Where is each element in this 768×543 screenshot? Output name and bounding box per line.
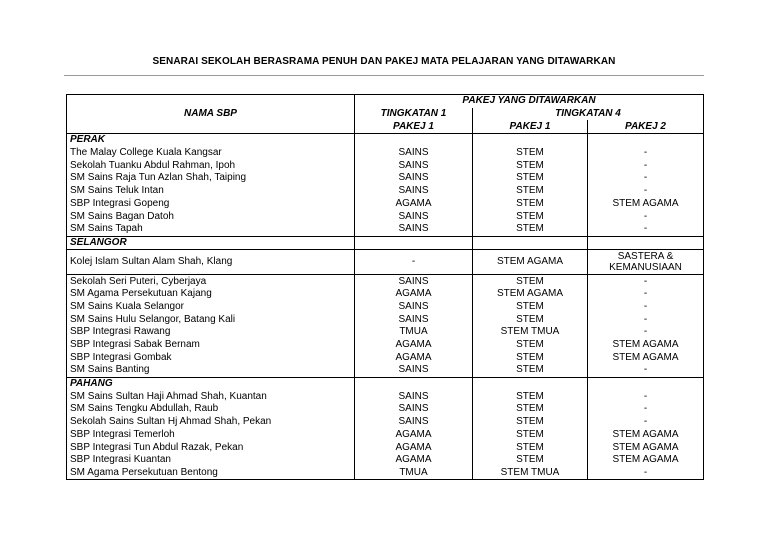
- empty-cell: [473, 377, 588, 390]
- tingkatan-4-pakej-1: STEM: [473, 159, 588, 172]
- header-t4-pakej-2: PAKEJ 2: [588, 120, 704, 133]
- tingkatan-1-pakej-1: AGAMA: [355, 288, 473, 301]
- tingkatan-4-pakej-2: -: [588, 159, 704, 172]
- tingkatan-4-pakej-1: STEM: [473, 351, 588, 364]
- tingkatan-1-pakej-1: SAINS: [355, 301, 473, 314]
- tingkatan-1-pakej-1: SAINS: [355, 210, 473, 223]
- school-table: [66, 94, 704, 480]
- school-name: SBP Integrasi Gopeng: [67, 198, 355, 211]
- table-row: [67, 250, 704, 275]
- school-name: SBP Integrasi Sabak Bernam: [67, 339, 355, 352]
- tingkatan-1-pakej-1: AGAMA: [355, 339, 473, 352]
- tingkatan-1-pakej-1: AGAMA: [355, 198, 473, 211]
- table-row: [67, 441, 704, 454]
- empty-cell: [473, 134, 588, 147]
- table-row: [67, 351, 704, 364]
- tingkatan-4-pakej-1: STEM TMUA: [473, 326, 588, 339]
- tingkatan-4-pakej-1: STEM: [473, 313, 588, 326]
- document-title: SENARAI SEKOLAH BERASRAMA PENUH DAN PAKEJ MATA PELAJARAN YANG DITAWARKAN: [152, 56, 616, 67]
- tingkatan-4-pakej-1: STEM: [473, 364, 588, 377]
- tingkatan-4-pakej-1: STEM: [473, 454, 588, 467]
- table-row: [67, 364, 704, 377]
- school-name: SM Sains Kuala Selangor: [67, 301, 355, 314]
- state-row: [67, 134, 704, 147]
- table-row: [67, 467, 704, 480]
- empty-cell: [355, 134, 473, 147]
- state-row: [67, 377, 704, 390]
- tingkatan-4-pakej-1: STEM: [473, 172, 588, 185]
- tingkatan-4-pakej-1: STEM: [473, 275, 588, 288]
- tingkatan-4-pakej-1: STEM: [473, 416, 588, 429]
- tingkatan-4-pakej-2: -: [588, 467, 704, 480]
- title-divider: [64, 75, 704, 76]
- tingkatan-4-pakej-2: STEM AGAMA: [588, 429, 704, 442]
- table-row: [67, 210, 704, 223]
- table-row: [67, 429, 704, 442]
- table-row: [67, 172, 704, 185]
- tingkatan-4-pakej-2: STEM AGAMA: [588, 441, 704, 454]
- header-row-1: [67, 95, 704, 108]
- tingkatan-4-pakej-2: -: [588, 223, 704, 236]
- table-row: [67, 339, 704, 352]
- tingkatan-4-pakej-1: STEM: [473, 198, 588, 211]
- state-label: PAHANG: [67, 377, 355, 390]
- tingkatan-4-pakej-2: STEM AGAMA: [588, 351, 704, 364]
- table-row: [67, 147, 704, 160]
- school-name: SBP Integrasi Kuantan: [67, 454, 355, 467]
- header-pakej-ditawarkan: PAKEJ YANG DITAWARKAN: [355, 95, 704, 108]
- school-name: Sekolah Tuanku Abdul Rahman, Ipoh: [67, 159, 355, 172]
- empty-cell: [588, 236, 704, 250]
- tingkatan-1-pakej-1: SAINS: [355, 172, 473, 185]
- tingkatan-1-pakej-1: AGAMA: [355, 351, 473, 364]
- school-name: SM Sains Tapah: [67, 223, 355, 236]
- school-name: The Malay College Kuala Kangsar: [67, 147, 355, 160]
- tingkatan-1-pakej-1: AGAMA: [355, 429, 473, 442]
- tingkatan-4-pakej-2: -: [588, 364, 704, 377]
- tingkatan-4-pakej-2: -: [588, 326, 704, 339]
- tingkatan-4-pakej-2: -: [588, 147, 704, 160]
- tingkatan-4-pakej-2: STEM AGAMA: [588, 339, 704, 352]
- tingkatan-4-pakej-2: STEM AGAMA: [588, 198, 704, 211]
- tingkatan-1-pakej-1: TMUA: [355, 467, 473, 480]
- table-row: [67, 185, 704, 198]
- tingkatan-1-pakej-1: AGAMA: [355, 441, 473, 454]
- tingkatan-4-pakej-1: STEM: [473, 441, 588, 454]
- tingkatan-4-pakej-1: STEM: [473, 185, 588, 198]
- school-name: Kolej Islam Sultan Alam Shah, Klang: [67, 250, 355, 275]
- tingkatan-4-pakej-1: STEM: [473, 403, 588, 416]
- tingkatan-4-pakej-1: STEM: [473, 390, 588, 403]
- school-name: SM Sains Teluk Intan: [67, 185, 355, 198]
- table-row: [67, 198, 704, 211]
- school-name: Sekolah Sains Sultan Hj Ahmad Shah, Pekan: [67, 416, 355, 429]
- tingkatan-4-pakej-1: STEM: [473, 147, 588, 160]
- tingkatan-4-pakej-1: STEM TMUA: [473, 467, 588, 480]
- tingkatan-4-pakej-2: -: [588, 390, 704, 403]
- table-row: [67, 223, 704, 236]
- tingkatan-4-pakej-2: -: [588, 403, 704, 416]
- tingkatan-1-pakej-1: AGAMA: [355, 454, 473, 467]
- tingkatan-4-pakej-1: STEM AGAMA: [473, 250, 588, 275]
- tingkatan-4-pakej-2: -: [588, 313, 704, 326]
- empty-cell: [473, 236, 588, 250]
- tingkatan-4-pakej-2: -: [588, 210, 704, 223]
- tingkatan-1-pakej-1: -: [355, 250, 473, 275]
- table-row: [67, 159, 704, 172]
- table-row: [67, 275, 704, 288]
- empty-cell: [588, 134, 704, 147]
- tingkatan-1-pakej-1: SAINS: [355, 185, 473, 198]
- tingkatan-4-pakej-2: SASTERA & KEMANUSIAAN: [588, 250, 704, 275]
- tingkatan-4-pakej-2: -: [588, 275, 704, 288]
- tingkatan-4-pakej-2: -: [588, 172, 704, 185]
- tingkatan-4-pakej-2: -: [588, 288, 704, 301]
- tingkatan-4-pakej-2: STEM AGAMA: [588, 454, 704, 467]
- table-row: [67, 416, 704, 429]
- empty-cell: [588, 377, 704, 390]
- school-name: SBP Integrasi Gombak: [67, 351, 355, 364]
- tingkatan-4-pakej-1: STEM: [473, 223, 588, 236]
- empty-cell: [355, 377, 473, 390]
- school-name: SM Sains Sultan Haji Ahmad Shah, Kuantan: [67, 390, 355, 403]
- table-row: [67, 301, 704, 314]
- empty-cell: [355, 236, 473, 250]
- tingkatan-4-pakej-1: STEM AGAMA: [473, 288, 588, 301]
- school-name: SM Sains Hulu Selangor, Batang Kali: [67, 313, 355, 326]
- header-tingkatan-4: TINGKATAN 4: [473, 108, 704, 121]
- table-row: [67, 390, 704, 403]
- tingkatan-1-pakej-1: SAINS: [355, 416, 473, 429]
- school-name: SBP Integrasi Tun Abdul Razak, Pekan: [67, 441, 355, 454]
- state-label: SELANGOR: [67, 236, 355, 250]
- tingkatan-4-pakej-1: STEM: [473, 210, 588, 223]
- header-tingkatan-1: TINGKATAN 1: [355, 108, 473, 121]
- school-name: Sekolah Seri Puteri, Cyberjaya: [67, 275, 355, 288]
- school-name: SM Sains Banting: [67, 364, 355, 377]
- tingkatan-1-pakej-1: SAINS: [355, 313, 473, 326]
- table-row: [67, 313, 704, 326]
- tingkatan-1-pakej-1: SAINS: [355, 403, 473, 416]
- school-name: SBP Integrasi Temerloh: [67, 429, 355, 442]
- state-label: PERAK: [67, 134, 355, 147]
- tingkatan-1-pakej-1: SAINS: [355, 275, 473, 288]
- state-row: [67, 236, 704, 250]
- school-name: SM Agama Persekutuan Bentong: [67, 467, 355, 480]
- table-row: [67, 326, 704, 339]
- table-row: [67, 288, 704, 301]
- tingkatan-4-pakej-1: STEM: [473, 339, 588, 352]
- tingkatan-1-pakej-1: SAINS: [355, 364, 473, 377]
- tingkatan-4-pakej-1: STEM: [473, 301, 588, 314]
- header-nama-sbp: NAMA SBP: [67, 95, 355, 134]
- header-t4-pakej-1: PAKEJ 1: [473, 120, 588, 133]
- tingkatan-1-pakej-1: SAINS: [355, 147, 473, 160]
- school-name: SM Sains Raja Tun Azlan Shah, Taiping: [67, 172, 355, 185]
- tingkatan-1-pakej-1: SAINS: [355, 159, 473, 172]
- header-t1-pakej-1: PAKEJ 1: [355, 120, 473, 133]
- school-name: SM Agama Persekutuan Kajang: [67, 288, 355, 301]
- school-name: SBP Integrasi Rawang: [67, 326, 355, 339]
- school-name: SM Sains Tengku Abdullah, Raub: [67, 403, 355, 416]
- tingkatan-1-pakej-1: SAINS: [355, 390, 473, 403]
- tingkatan-1-pakej-1: TMUA: [355, 326, 473, 339]
- school-name: SM Sains Bagan Datoh: [67, 210, 355, 223]
- tingkatan-1-pakej-1: SAINS: [355, 223, 473, 236]
- table-row: [67, 403, 704, 416]
- tingkatan-4-pakej-2: -: [588, 185, 704, 198]
- tingkatan-4-pakej-1: STEM: [473, 429, 588, 442]
- tingkatan-4-pakej-2: -: [588, 301, 704, 314]
- tingkatan-4-pakej-2: -: [588, 416, 704, 429]
- table-row: [67, 454, 704, 467]
